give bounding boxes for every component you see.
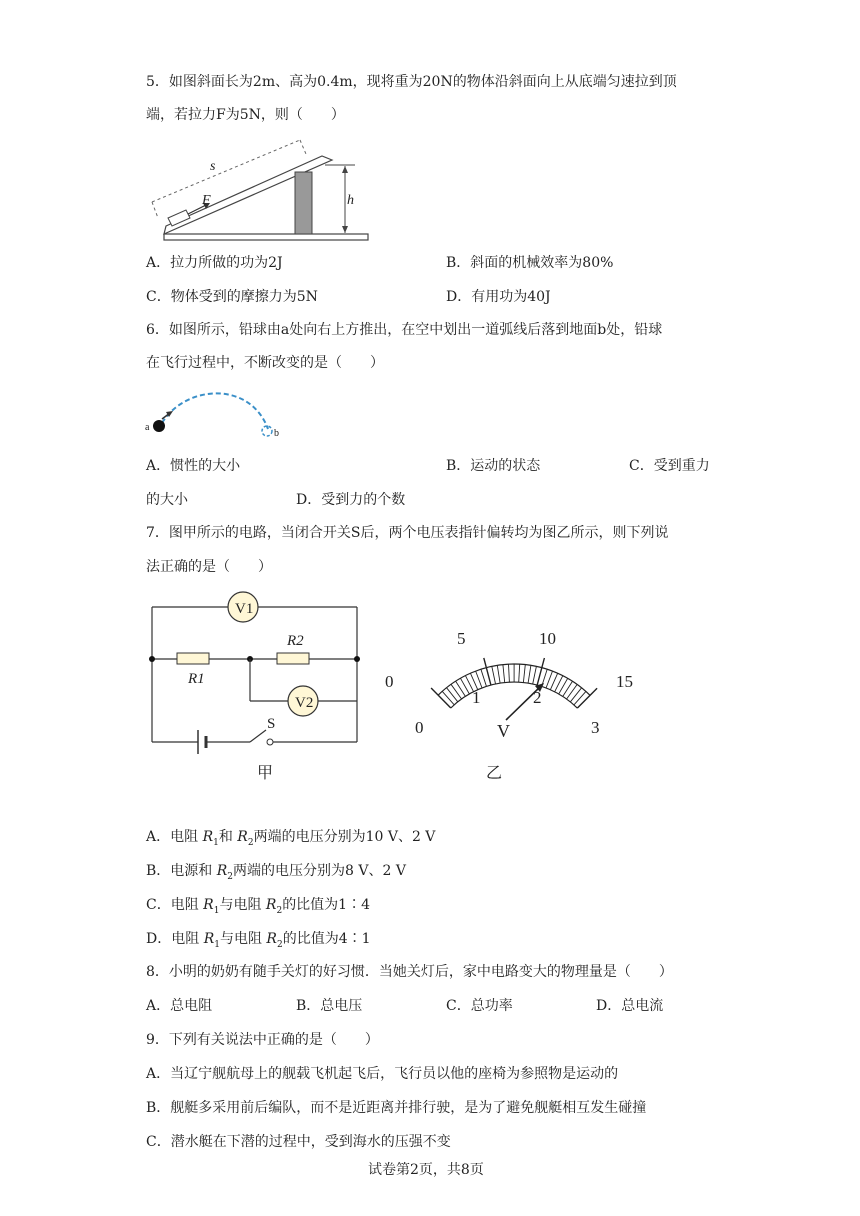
scale-inner-1: 1 (472, 688, 481, 707)
length-label: s (210, 159, 216, 174)
q7-option-b: B．电源和 $R_2$两端的电压分别为8 V、2 V (146, 863, 406, 882)
point-a-label: a (145, 422, 150, 433)
meter-unit-label: V (497, 721, 510, 741)
meter-tick (481, 669, 487, 686)
q6-stem-line2: 在飞行过程中，不断改变的是（ ） (146, 355, 384, 371)
height-label: h (347, 193, 354, 208)
q9-stem: 9．下列有关说法中正确的是（ ） (146, 1032, 379, 1048)
meter-tick (546, 671, 552, 688)
meter-tick (476, 671, 482, 688)
q9-option-a: A．当辽宁舰航母上的舰载飞机起飞后，飞行员以他的座椅为参照物是运动的 (146, 1066, 619, 1082)
q6-option-a: A．惯性的大小 (146, 458, 241, 474)
scale-outer-10: 10 (539, 629, 556, 648)
q8-option-c: C．总功率 (446, 998, 513, 1014)
q7-option-d: D．电阻 $R_1$与电阻 $R_2$的比值为4∶1 (146, 931, 371, 950)
meter-tick (442, 691, 454, 705)
q6-stem-line1: 6．如图所示，铅球由a处向右上方推出，在空中划出一道弧线后落到地面b处，铅球 (146, 322, 663, 338)
r2-label: R2 (287, 633, 304, 649)
meter-tick (528, 665, 531, 683)
point-b-label: b (274, 428, 279, 439)
q8-option-d: D．总电流 (596, 998, 664, 1014)
meter-tick (570, 688, 581, 702)
force-label: F (202, 193, 211, 208)
meter-tick (492, 666, 496, 684)
q8-option-a: A．总电阻 (146, 998, 213, 1014)
meter-tick (451, 684, 462, 699)
figure-caption-yi: 乙 (486, 765, 503, 782)
q5-option-a: A．拉力所做的功为2J (146, 255, 283, 271)
q6-option-b: B．运动的状态 (446, 458, 541, 474)
r1-label: R1 (188, 671, 205, 687)
q6-option-c-cont: 的大小 (146, 492, 188, 508)
meter-tick (567, 684, 578, 699)
q7-option-a: A．电阻 $R_1$和 $R_2$两端的电压分别为10 V、2 V (146, 829, 436, 848)
q7-stem-line2: 法正确的是（ ） (146, 559, 272, 575)
v2-label: V2 (295, 695, 314, 711)
scale-inner-0: 0 (415, 718, 424, 737)
q5-stem-line2: 端，若拉力F为5N，则（ ） (146, 107, 345, 123)
meter-tick (447, 688, 458, 702)
q5-option-d: D．有用功为40J (446, 289, 551, 305)
scale-inner-3: 3 (591, 718, 600, 737)
scale-outer-15: 15 (616, 672, 633, 691)
q8-option-b: B．总电压 (296, 998, 363, 1014)
meter-tick (574, 691, 586, 705)
meter-tick (497, 665, 500, 683)
q9-option-b: B．舰艇多采用前后编队，而不是近距离并排行驶，是为了避免舰艇相互发生碰撞 (146, 1100, 647, 1116)
q5-stem-line1: 5．如图斜面长为2m、高为0.4m，现将重为20N的物体沿斜面向上从底端匀速拉到顶 (146, 74, 677, 90)
shot-put-figure (140, 385, 290, 445)
meter-tick (503, 665, 505, 683)
q5-option-b: B．斜面的机械效率为80% (446, 255, 614, 271)
meter-tick (533, 666, 537, 684)
scale-outer-5: 5 (457, 629, 466, 648)
scale-inner-2: 2 (533, 688, 542, 707)
switch-label: S (267, 716, 276, 732)
circuit-diagram (140, 590, 370, 790)
q9-option-c: C．潜水艇在下潜的过程中，受到海水的压强不变 (146, 1134, 451, 1150)
voltmeter-dial (378, 620, 638, 790)
meter-tick (523, 665, 525, 683)
incline-figure (140, 140, 380, 250)
q7-stem-line1: 7．图甲所示的电路，当闭合开关S后，两个电压表指针偏转均为图乙所示，则下列说 (146, 525, 669, 541)
meter-tick (519, 664, 520, 682)
q8-stem: 8．小明的奶奶有随手关灯的好习惯．当她关灯后，家中电路变大的物理量是（ ） (146, 964, 673, 980)
meter-tick (509, 664, 510, 682)
scale-outer-0: 0 (385, 672, 394, 691)
q6-option-c: C．受到重力 (629, 458, 710, 474)
page-footer: 试卷第2页，共8页 (368, 1162, 484, 1178)
v1-label: V1 (235, 601, 254, 617)
q6-option-d: D．受到力的个数 (296, 492, 406, 508)
q7-option-c: C．电阻 $R_1$与电阻 $R_2$的比值为1∶4 (146, 897, 371, 916)
figure-caption-jia: 甲 (257, 765, 274, 782)
q5-option-c: C．物体受到的摩擦力为5N (146, 289, 318, 305)
